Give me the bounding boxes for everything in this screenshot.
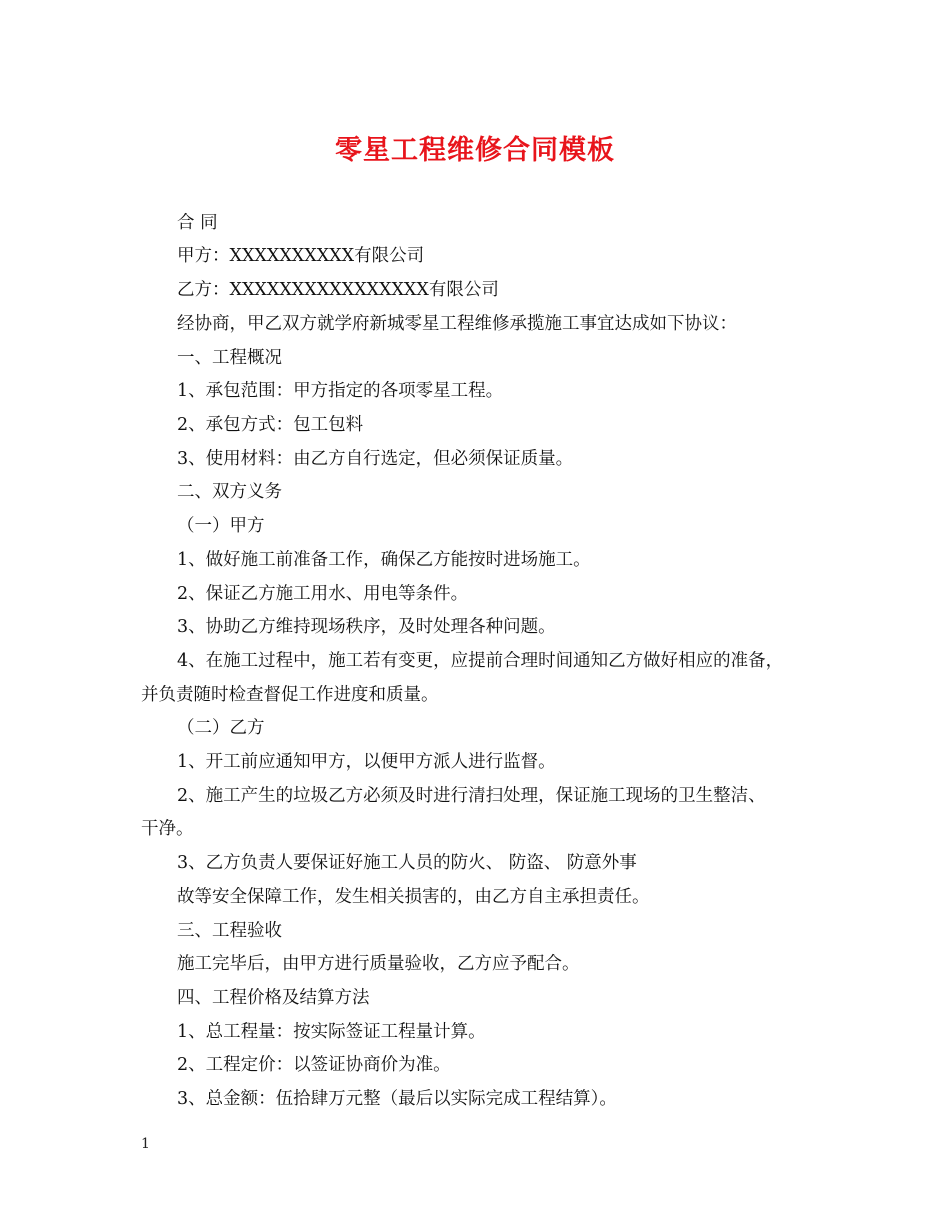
clause-line: 3、总金额：伍拾肆万元整（最后以实际完成工程结算）。 [177,1089,617,1109]
clause-continuation: 并负责随时检查督促工作进度和质量。 [141,685,439,705]
clause-line: 施工完毕后，由甲方进行质量验收，乙方应予配合。 [177,954,580,974]
clause-line: 3、协助乙方维持现场秩序，及时处理各种问题。 [177,617,556,637]
section-heading: 二、双方义务 [177,482,282,502]
clause-line: 2、工程定价：以签证协商价为准。 [177,1055,451,1075]
document-title: 零星工程维修合同模板 [335,135,615,166]
clause-line: 1、开工前应通知甲方，以便甲方派人进行监督。 [177,752,556,772]
section-heading: 一、工程概况 [177,348,282,368]
subsection-heading: （一）甲方 [177,516,265,536]
section-heading: 三、工程验收 [177,921,282,941]
clause-line: 4、在施工过程中，施工若有变更，应提前合理时间通知乙方做好相应的准备， [177,651,784,671]
party-a-line: 甲方：XXXXXXXXXX有限公司 [177,246,425,266]
clause-continuation: 故等安全保障工作，发生相关损害的，由乙方自主承担责任。 [177,887,650,907]
subsection-heading: （二）乙方 [177,718,265,738]
clause-continuation: 干净。 [141,819,194,839]
clause-line: 2、施工产生的垃圾乙方必须及时进行清扫处理，保证施工现场的卫生整洁、 [177,786,766,806]
page-number: 1 [141,1136,150,1152]
clause-line: 3、乙方负责人要保证好施工人员的防火、 防盗、 防意外事 [177,853,637,873]
preamble-line: 经协商，甲乙双方就学府新城零星工程维修承揽施工事宜达成如下协议： [177,314,737,334]
contract-heading: 合 同 [177,213,218,233]
clause-line: 1、总工程量：按实际签证工程量计算。 [177,1022,486,1042]
section-heading: 四、工程价格及结算方法 [177,988,370,1008]
party-b-line: 乙方：XXXXXXXXXXXXXXXX有限公司 [177,280,499,300]
clause-line: 2、保证乙方施工用水、用电等条件。 [177,584,469,604]
clause-line: 3、使用材料：由乙方自行选定，但必须保证质量。 [177,449,574,469]
clause-line: 1、做好施工前准备工作，确保乙方能按时进场施工。 [177,550,591,570]
clause-line: 2、承包方式：包工包料 [177,415,364,435]
clause-line: 1、承包范围：甲方指定的各项零星工程。 [177,381,504,401]
